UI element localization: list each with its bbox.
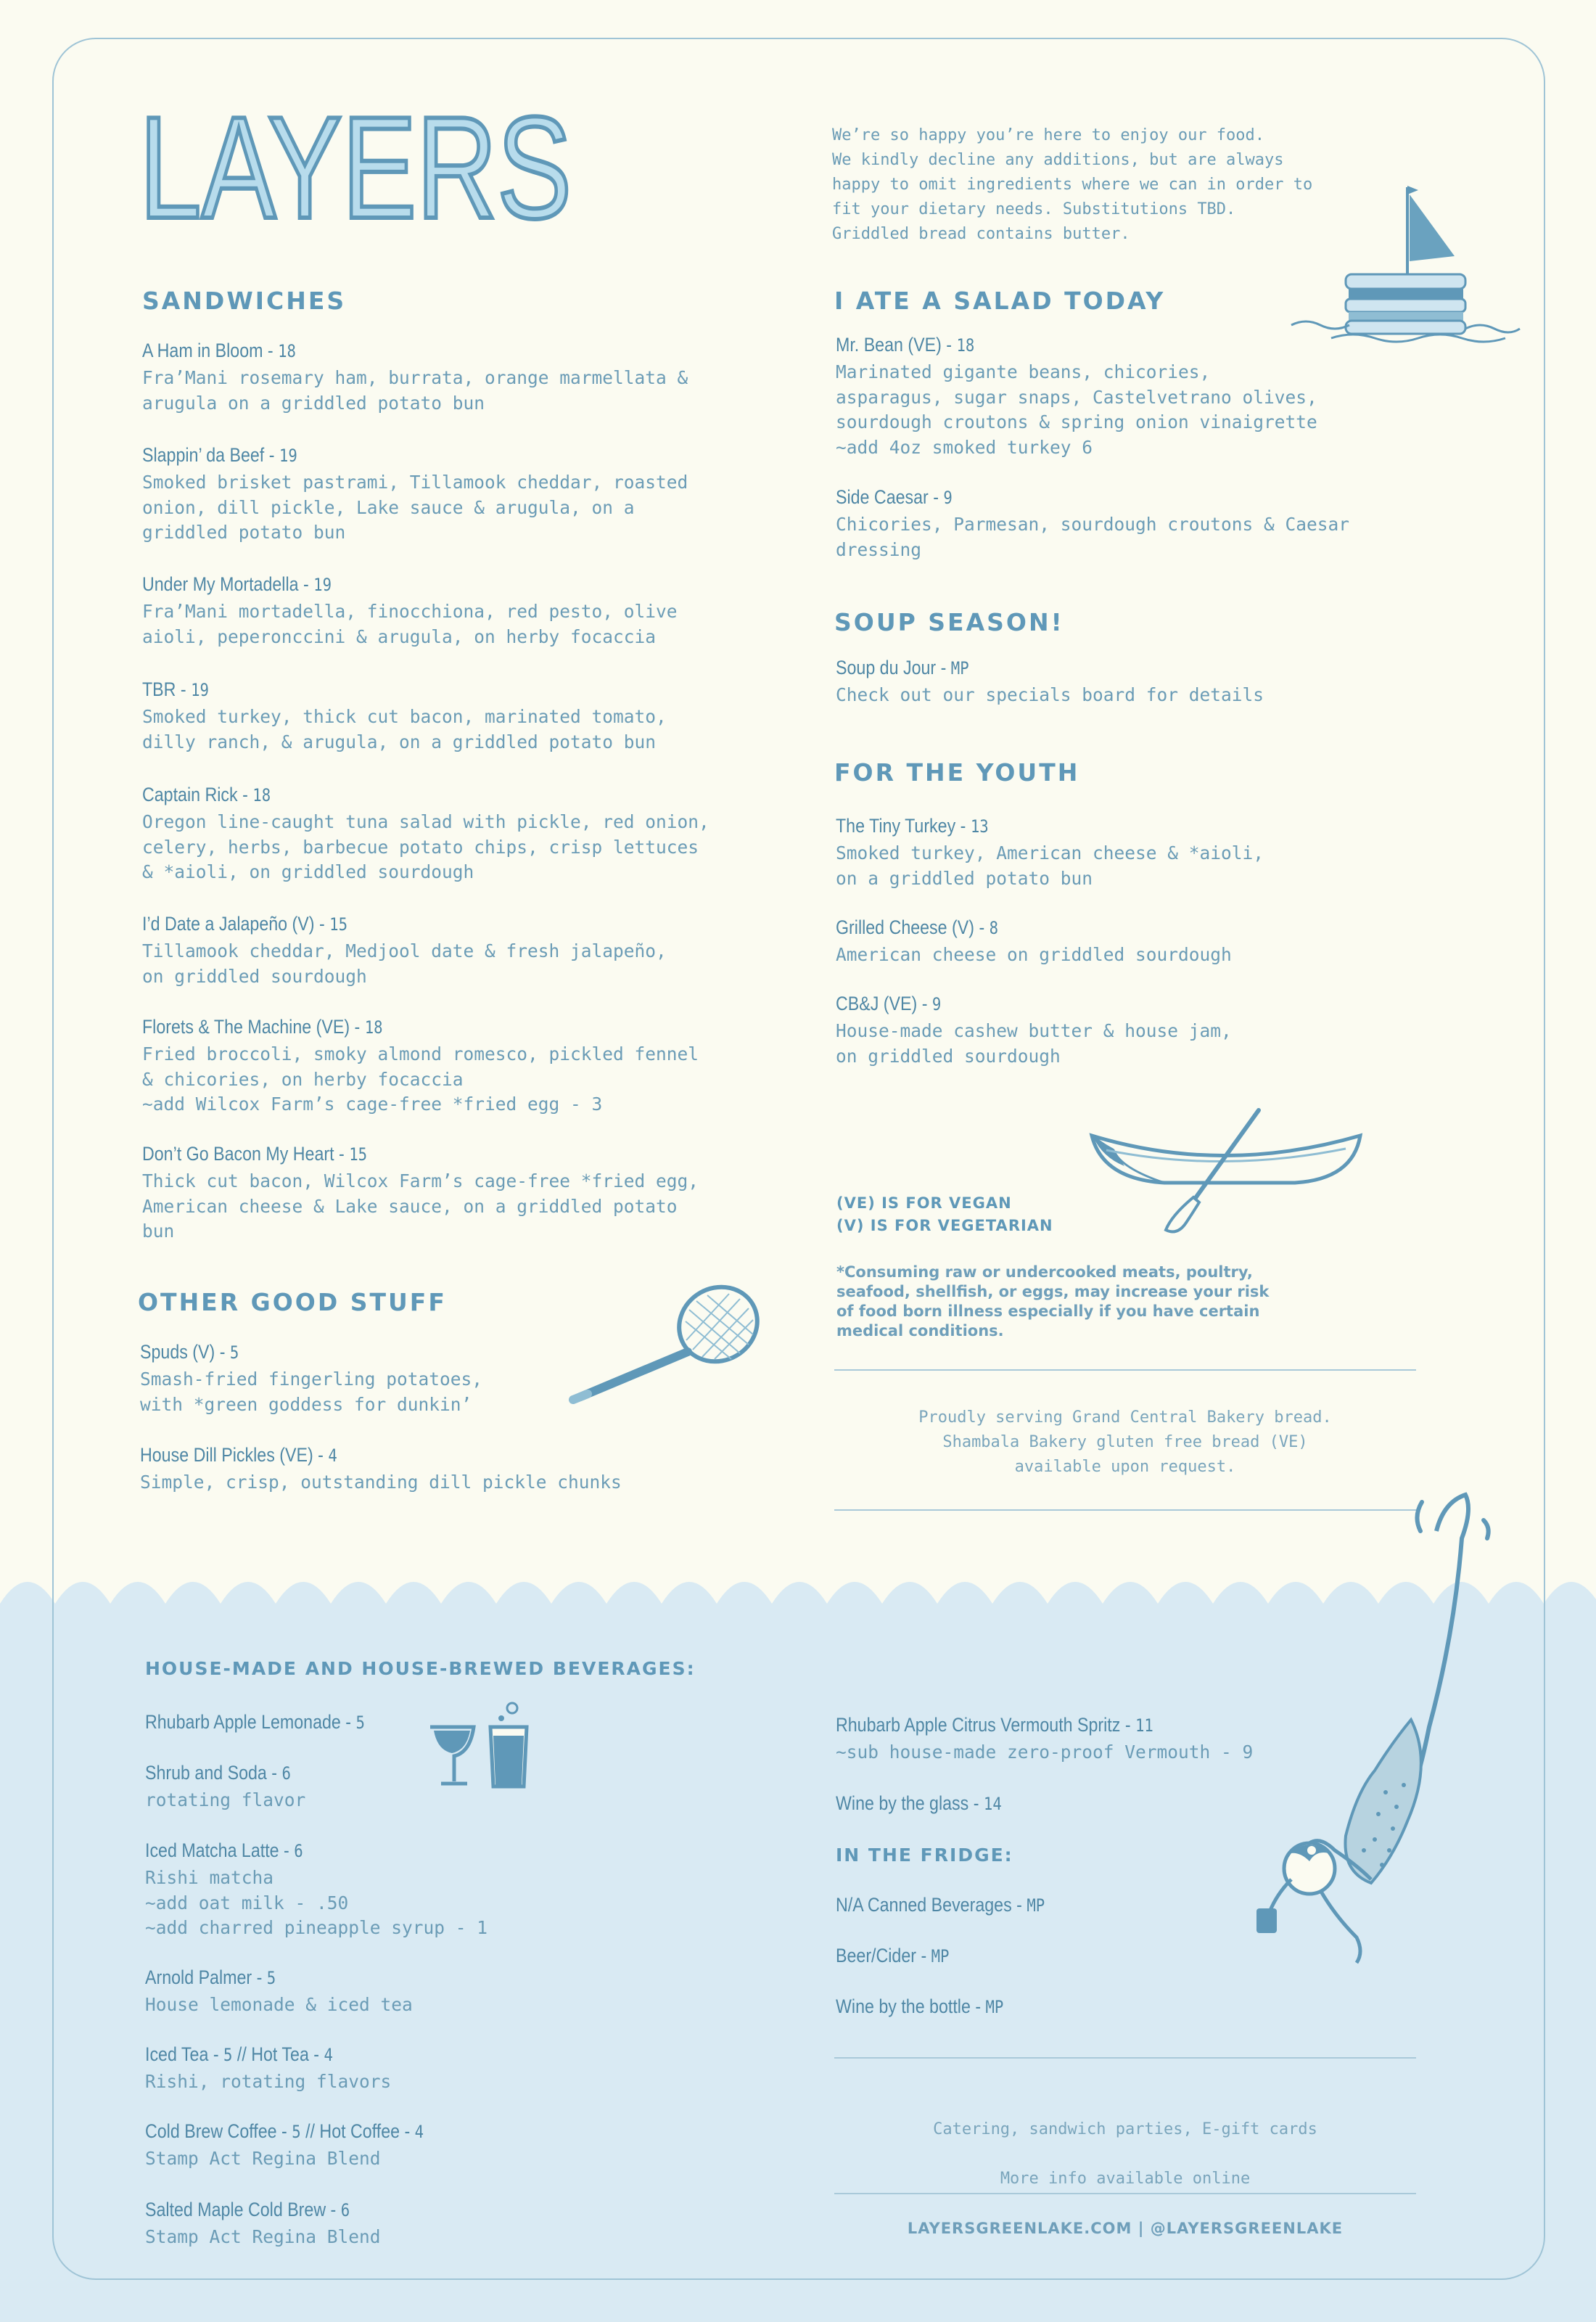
other-good-stuff-heading: OTHER GOOD STUFF — [138, 1288, 447, 1316]
item-name: CB&J (VE) - 9 — [836, 993, 942, 1014]
item-desc: rotating flavor — [145, 1789, 306, 1810]
item-desc: House-made cashew butter & house jam, on griddled sourdough — [836, 1020, 1232, 1067]
menu-item — [142, 784, 795, 885]
menu-item — [836, 993, 1489, 1069]
diver-icon — [1248, 1488, 1523, 1981]
item-name: Iced Matcha Latte - 6 — [145, 1839, 303, 1861]
beverage-item — [836, 1995, 1271, 2022]
beverage-item — [145, 2199, 798, 2250]
item-desc: American cheese on griddled sourdough — [836, 944, 1232, 965]
item-desc: Thick cut bacon, Wilcox Farm’s cage-free *fried egg, American cheese & Lake sauce, on a griddled potato bun — [142, 1170, 699, 1242]
salad-heading: I ATE A SALAD TODAY — [834, 287, 1166, 315]
item-desc: Chicories, Parmesan, sourdough croutons & Caesar dressing — [836, 514, 1350, 560]
beverage-item — [145, 2120, 798, 2172]
canoe-icon — [1085, 1107, 1367, 1241]
divider — [834, 2057, 1416, 2059]
item-desc: Check out our specials board for details — [836, 684, 1264, 705]
item-desc: ~sub house-made zero-proof Vermouth - 9 — [836, 1742, 1254, 1763]
footer-line-catering: Catering, sandwich parties, E-gift cards — [933, 2120, 1317, 2138]
menu-item — [142, 444, 795, 546]
menu-item — [142, 340, 795, 416]
menu-item — [836, 486, 1489, 562]
item-desc: Rishi matcha ~add oat milk - .50 ~add charred pineapple syrup - 1 — [145, 1867, 488, 1938]
item-name: Spuds (V) - 5 — [140, 1341, 239, 1363]
item-name: I’d Date a Jalapeño (V) - 15 — [142, 913, 348, 935]
item-desc: Stamp Act Regina Blend — [145, 2226, 381, 2247]
menu-item — [140, 1444, 793, 1496]
item-name: N/A Canned Beverages - MP — [836, 1894, 1045, 1916]
item-desc: Smoked turkey, American cheese & *aioli, on a griddled potato bun — [836, 842, 1264, 889]
item-desc: Fried broccoli, smoky almond romesco, pickled fennel & chicories, on herby focaccia ~add Wilcox Farm’s cage-free *fried egg - 3 — [142, 1043, 699, 1115]
menu-item — [142, 1016, 795, 1117]
item-name: Salted Maple Cold Brew - 6 — [145, 2199, 350, 2220]
item-name: House Dill Pickles (VE) - 4 — [140, 1444, 337, 1466]
beverage-item — [145, 1839, 798, 1941]
item-name: A Ham in Bloom - 18 — [142, 340, 296, 361]
item-name: Soup du Jour - MP — [836, 657, 969, 678]
menu-item — [142, 1143, 795, 1244]
youth-heading: FOR THE YOUTH — [834, 758, 1080, 787]
menu-item — [836, 815, 1489, 891]
footer-info — [834, 2093, 1416, 2265]
divider — [834, 1369, 1416, 1371]
item-name: Under My Mortadella - 19 — [142, 573, 332, 595]
item-name: Beer/Cider - MP — [836, 1945, 950, 1966]
item-desc: Smoked turkey, thick cut bacon, marinated tomato, dilly ranch, & arugula, on a griddled potato bun — [142, 706, 667, 752]
bread-note: Proudly serving Grand Central Bakery bread. Shambala Bakery gluten free bread (VE) available upon request. — [918, 1408, 1332, 1476]
item-name: Rhubarb Apple Citrus Vermouth Spritz - 11 — [836, 1714, 1153, 1736]
item-name: Don’t Go Bacon My Heart - 15 — [142, 1143, 368, 1165]
item-desc: Rishi, rotating flavors — [145, 2071, 392, 2092]
item-name: Arnold Palmer - 5 — [145, 1966, 276, 1988]
item-name: Florets & The Machine (VE) - 18 — [142, 1016, 383, 1038]
menu-item — [140, 1341, 793, 1417]
item-desc: Smoked brisket pastrami, Tillamook cheddar, roasted onion, dill pickle, Lake sauce & arugula, on a griddled potato bun — [142, 472, 688, 543]
intro-text: We’re so happy you’re here to enjoy our food. We kindly decline any additions, but are always happy to omit ingredients where we can in order to fit your dietary needs. Substitutions TBD. Griddled bread contains butter. — [832, 126, 1313, 243]
beverage-item — [145, 2043, 798, 2095]
website-social-link[interactable]: LAYERSGREENLAKE.COM | @LAYERSGREENLAKE — [907, 2220, 1344, 2237]
item-name: Mr. Bean (VE) - 18 — [836, 334, 975, 356]
item-name: Shrub and Soda - 6 — [145, 1762, 291, 1784]
beverage-item — [836, 1894, 1271, 1920]
item-name: Grilled Cheese (V) - 8 — [836, 916, 999, 938]
item-desc: Fra’Mani rosemary ham, burrata, orange marmellata & arugula on a griddled potato bun — [142, 367, 688, 414]
item-desc: Marinated gigante beans, chicories, asparagus, sugar snaps, Castelvetrano olives, sourdough croutons & spring onion vinaigrette ~add 4oz smoked turkey 6 — [836, 361, 1317, 458]
item-name: Slappin’ da Beef - 19 — [142, 444, 297, 466]
raw-food-warning: *Consuming raw or undercooked meats, poultry, seafood, shellfish, or eggs, may increase your risk of food born illness especially if you have certain medical conditions. — [836, 1263, 1270, 1340]
beverage-item — [145, 1966, 798, 2018]
sandwich-sailboat-icon — [1288, 180, 1520, 347]
menu-item — [142, 913, 795, 989]
beverage-item — [836, 1945, 1271, 1971]
footer-line-more-info: More info available online — [1000, 2170, 1251, 2188]
item-name: Rhubarb Apple Lemonade - 5 — [145, 1711, 365, 1733]
item-name: Iced Tea - 5 // Hot Tea - 4 — [145, 2043, 333, 2065]
sandwiches-heading: SANDWICHES — [142, 287, 347, 315]
menu-item — [142, 573, 795, 649]
diet-legend: (VE) IS FOR VEGAN (V) IS FOR VEGETARIAN — [836, 1194, 1053, 1234]
menu-item — [142, 678, 795, 755]
beverages-heading: HOUSE-MADE AND HOUSE-BREWED BEVERAGES: — [145, 1658, 696, 1679]
divider — [834, 2193, 1416, 2194]
beverage-item — [145, 1762, 798, 1813]
menu-item — [836, 657, 1489, 708]
item-name: Wine by the bottle - MP — [836, 1995, 1004, 2017]
menu-item — [836, 916, 1489, 968]
item-desc: Simple, crisp, outstanding dill pickle chunks — [140, 1472, 622, 1493]
item-name: The Tiny Turkey - 13 — [836, 815, 989, 837]
fridge-heading: IN THE FRIDGE: — [836, 1845, 1013, 1866]
menu-item — [836, 334, 1489, 460]
item-desc: Stamp Act Regina Blend — [145, 2148, 381, 2169]
item-desc: Smash-fried fingerling potatoes, with *green goddess for dunkin’ — [140, 1369, 483, 1415]
item-desc: House lemonade & iced tea — [145, 1994, 413, 2015]
item-desc: Fra’Mani mortadella, finocchiona, red pesto, olive aioli, peperonccini & arugula, on herby focaccia — [142, 601, 678, 647]
item-name: Cold Brew Coffee - 5 // Hot Coffee - 4 — [145, 2120, 424, 2142]
soup-heading: SOUP SEASON! — [834, 608, 1064, 636]
item-name: Side Caesar - 9 — [836, 486, 953, 508]
item-name: Wine by the glass - 14 — [836, 1792, 1002, 1814]
svg-text:LAYERS: LAYERS — [139, 87, 572, 249]
item-name: Captain Rick - 18 — [142, 784, 271, 805]
item-name: TBR - 19 — [142, 678, 209, 700]
item-desc: Oregon line-caught tuna salad with pickle, red onion, celery, herbs, barbecue potato chips, crisp lettuces & *aioli, on griddled sourdough — [142, 811, 709, 882]
beverage-item — [836, 1792, 1271, 1818]
layers-logo — [138, 87, 588, 249]
item-desc: Tillamook cheddar, Medjool date & fresh jalapeño, on griddled sourdough — [142, 940, 667, 987]
